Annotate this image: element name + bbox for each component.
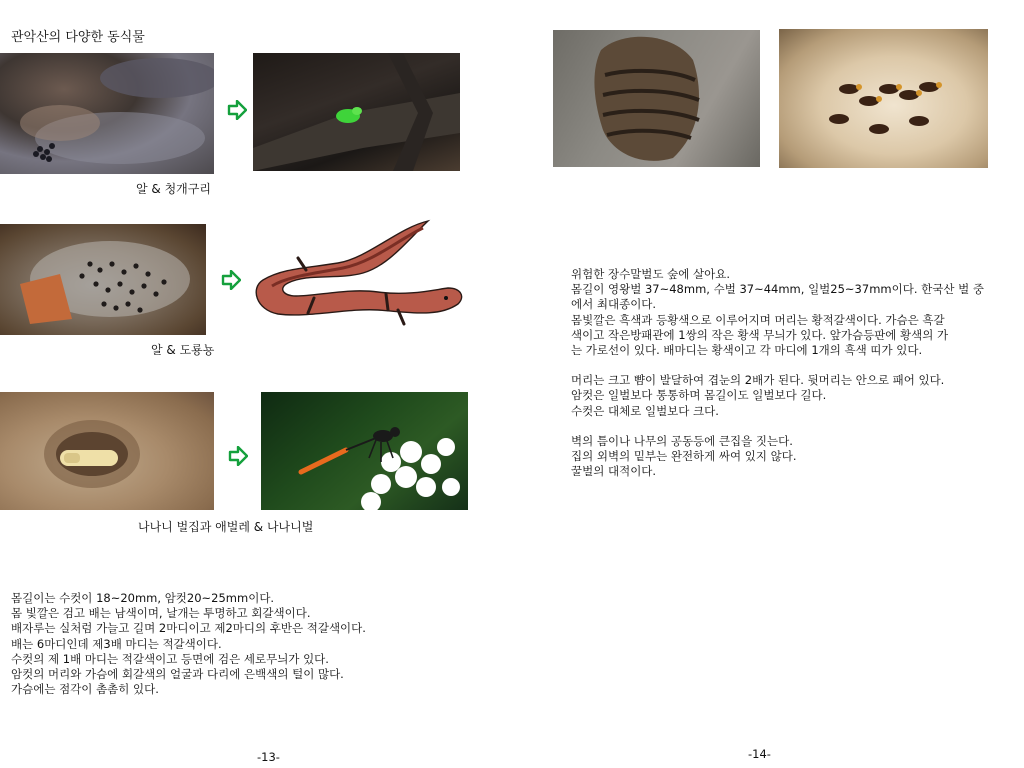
page-number-left: -13-: [257, 750, 280, 764]
hornets-photo: [779, 29, 988, 168]
text-line: 에서 최대종이다.: [571, 297, 657, 312]
wasp-photo: [261, 392, 468, 510]
right-arrow-icon: [221, 270, 241, 294]
text-line: 암컷은 일벌보다 통통하며 몸길이도 일벌보다 길다.: [571, 388, 827, 403]
text-line: 위험한 장수말벌도 숲에 살아요.: [571, 267, 731, 281]
text-line: 꿀벌의 대적이다.: [571, 464, 657, 479]
salamander-photo: [248, 218, 468, 342]
text-line: 배자루는 실처럼 가늘고 길며 2마디이고 제2마디의 후반은 적갈색이다.: [11, 621, 366, 636]
text-line: 머리는 크고 뺨이 발달하여 겹눈의 2배가 된다. 뒷머리는 안으로 패어 있다.: [571, 373, 945, 388]
wasp-nest-photo: [0, 392, 214, 510]
text-line: 배는 6마디인데 제3배 마디는 적갈색이다.: [11, 636, 222, 651]
text-line: 수컷의 제 1배 마디는 적갈색이고 등면에 검은 세로무늬가 있다.: [11, 651, 329, 666]
salamander-caption: 알 & 도룡뇽: [151, 343, 215, 357]
text-line: 가슴에는 점각이 촘촘히 있다.: [11, 682, 159, 697]
hornet-hive-photo: [553, 30, 760, 167]
text-line: 암컷의 머리와 가슴에 회갈색의 얼굴과 다리에 은백색의 털이 많다.: [11, 667, 344, 682]
text-line: 몸 빛깔은 검고 배는 남색이며, 날개는 투명하고 회갈색이다.: [11, 606, 311, 621]
right-arrow-icon: [228, 446, 248, 470]
text-line: 색이고 작은방패관에 1쌍의 작은 황색 무늬가 있다. 앞가슴등판에 황색의 가: [571, 327, 949, 342]
right-arrow-icon: [227, 100, 247, 124]
page-number-right: -14-: [748, 747, 771, 761]
frog-eggs-photo: [0, 53, 214, 174]
wasp-caption: 나나니 벌집과 애벌레 & 나나니벌: [138, 520, 314, 534]
right-description: [571, 267, 1015, 479]
text-line: 수컷은 대체로 일벌보다 크다.: [571, 403, 719, 418]
text-line: 는 가로선이 있다. 배마디는 황색이고 각 마디에 1개의 흑색 띠가 있다.: [571, 343, 923, 358]
page-title: 관악산의 다양한 동식물: [11, 30, 145, 45]
tree-frog-photo: [253, 53, 460, 171]
salamander-eggs-photo: [0, 224, 206, 335]
text-line: 벽의 틈이나 나무의 공동등에 큰집을 짓는다.: [571, 433, 793, 448]
text-line: 몸길이 영왕벌 37~48mm, 수벌 37~44mm, 일벌25~37mm이다. 한국산 벌 중: [571, 282, 984, 297]
frog-caption: 알 & 청개구리: [136, 182, 211, 196]
text-line: 몸길이는 수컷이 18~20mm, 암컷20~25mm이다.: [11, 591, 275, 605]
text-line: 몸빛깔은 흑색과 등황색으로 이루어지며 머리는 황적갈색이다. 가슴은 흑갈: [571, 312, 945, 327]
text-line: 집의 외벽의 밑부는 완전하게 싸여 있지 않다.: [571, 449, 797, 464]
left-description: [11, 591, 511, 697]
